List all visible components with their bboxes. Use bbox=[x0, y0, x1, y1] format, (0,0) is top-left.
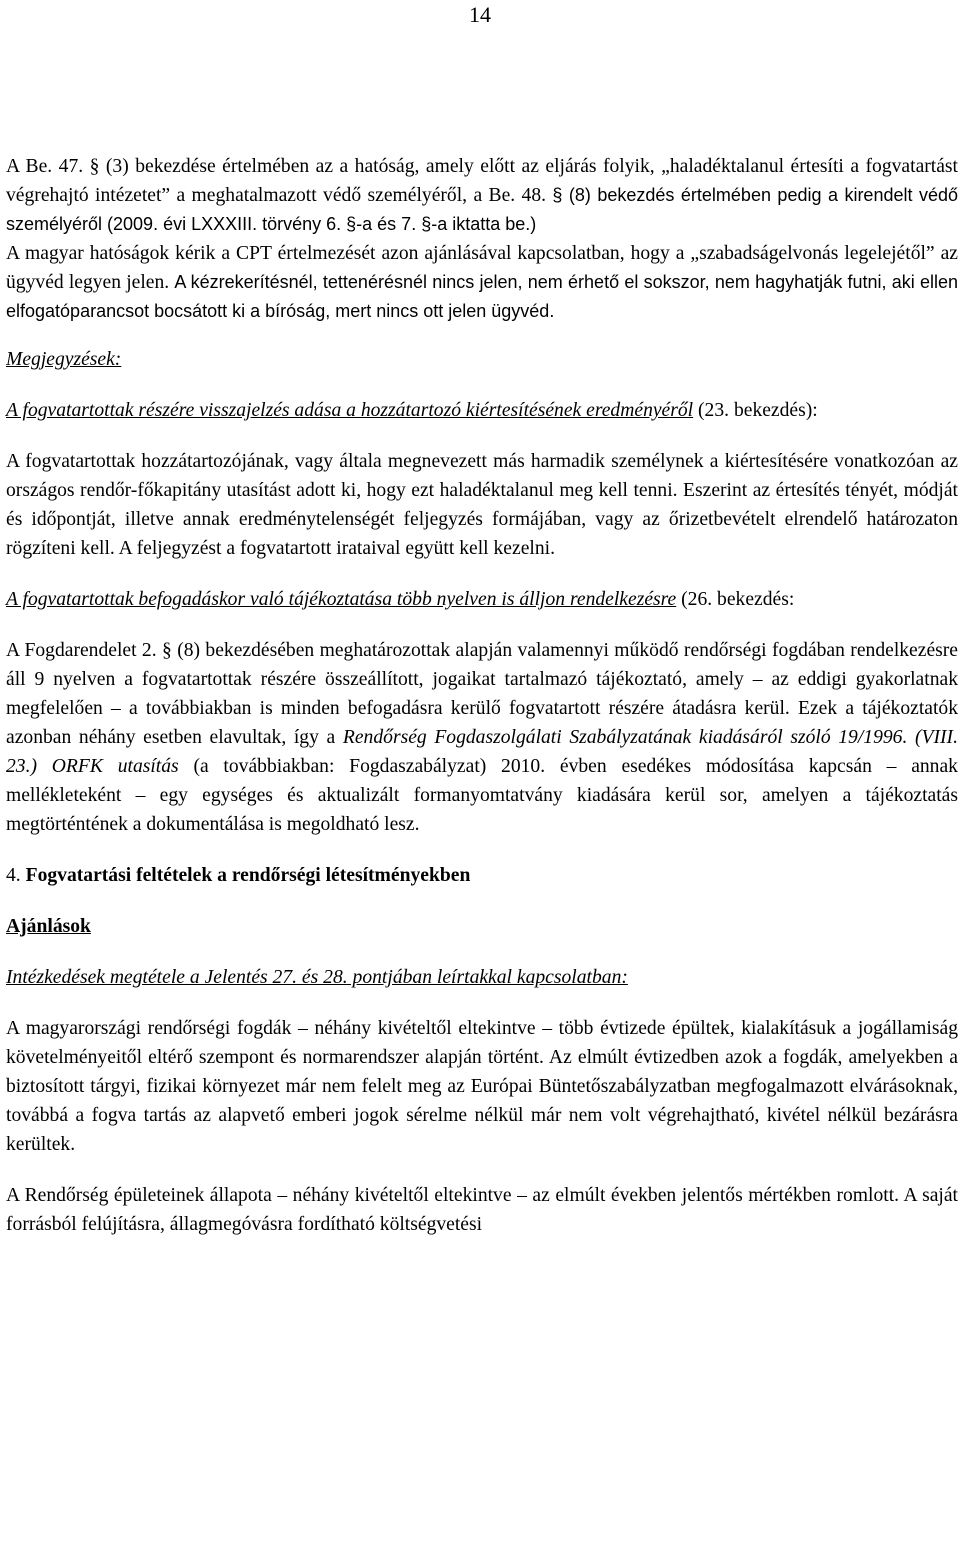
measures-heading-text: Intézkedések megtétele a Jelentés 27. és 28. pontjában leírtakkal kapcsolatban: bbox=[6, 967, 628, 988]
section-languages-ref: (26. bekezdés: bbox=[681, 589, 795, 610]
document-body bbox=[6, 152, 958, 1239]
section-languages-body bbox=[6, 636, 958, 839]
paragraph-police-buildings: A Rendőrség épületeinek állapota – néhány kivételtől eltekintve – az elmúlt években jelentős mértékben romlott. A saját forrásból felújításra, állagmegóvásra fordítható költségvetési bbox=[6, 1185, 958, 1235]
paragraph-police-jails: A magyarországi rendőrségi fogdák – néhány kivételtől eltekintve – több évtizede épültek, kialakításuk a jogállamiság követelményeitől eltérő szempont és normarendszer alapján történt. Az elmúlt évtizedben azok a fogdák, amelyekben a biztosított tárgyi, fizikai környezet már nem felelt meg az Európai Büntetőszabályzatban megfogalmazott elvárásoknak, továbbá a fogva tartás az alapvető emberi jogok sérelme nélkül már nem volt végrehajtható, kivétel nélkül bezárásra kerültek. bbox=[6, 1018, 958, 1155]
section-feedback-ref: (23. bekezdés): bbox=[698, 400, 818, 421]
section-4-number: 4. bbox=[6, 865, 21, 886]
paragraph-be-47-a: A Be. 47. § (3) bekezdése értelmében az a hatóság, amely előtt az eljárás folyik, „haladéktalanul értesíti a fogvatartást végrehajtó intézetet” a meghatalmazott védő személyéről, a Be. 48. bbox=[6, 156, 958, 206]
section-languages-body-a: A Fogdarendelet 2. § (8) bekezdésében meghatározottak alapján valamennyi működő rendőrségi fogdában rendelkezésre áll 9 nyelven a fogvatartottak részére összeállított, jogaikat tartalmazó tájékoztató, amely – az eddigi gyakorlatnak megfelelően – a továbbiakban is minden befogadásra kerülő fogvatartott részére átadásra kerül. Ezek a tájékoztatók azonban néhány esetben elavultak, így a bbox=[6, 640, 958, 748]
measures-heading bbox=[6, 963, 958, 992]
recommendations-heading-text: Ajánlások bbox=[6, 916, 91, 937]
page-number: 14 bbox=[469, 2, 491, 27]
paragraph-be-47 bbox=[6, 152, 958, 239]
paragraph-cpt-request bbox=[6, 239, 958, 326]
section-feedback-body bbox=[6, 447, 958, 563]
section-feedback-title: A fogvatartottak részére visszajelzés adása a hozzátartozó kiértesítésének eredményéről bbox=[6, 400, 694, 421]
section-feedback-heading bbox=[6, 396, 958, 425]
notes-heading-text: Megjegyzések: bbox=[6, 349, 122, 370]
section-languages-body-b: (a továbbiakban: Fogdaszabályzat) 2010. évben esedékes módosítása kapcsán – annak mellékleteként – egy egységes és aktualizált formanyomtatvány kiadására kerül sor, amelyen a tájékoztatás megtörténtének a dokumentálása is megoldható lesz. bbox=[6, 756, 958, 835]
paragraph-cpt-request-b: A kézrekerítésnél, tettenérésnél nincs jelen, nem érhető el sokszor, nem hagyhatják futni, aki ellen elfogatóparancsot bocsátott ki a bíróság, mert nincs ott jelen ügyvéd. bbox=[6, 272, 959, 321]
paragraph-cpt-request-a: A magyar hatóságok kérik a CPT értelmezését azon ajánlásával kapcsolatban, hogy a „szabadságelvonás legelejétől” az ügyvéd legyen jelen. bbox=[6, 243, 958, 293]
section-languages-heading bbox=[6, 585, 958, 614]
section-feedback-body-a: A fogvatartottak hozzátartozójának, vagy általa megnevezett más harmadik személynek a kiértesítésére vonatkozóan az országos rendőr-főkapitány utasítást adott ki, hogy ezt haladéktalanul meg kell tenni. bbox=[6, 451, 958, 501]
section-4-title: Fogvatartási feltételek a rendőrségi létesítményekben bbox=[25, 865, 471, 886]
section-languages-body-italic: Rendőrség Fogdaszolgálati Szabályzatának kiadásáról szóló 19/1996. (VIII. 23.) ORFK utasítás bbox=[6, 727, 958, 777]
paragraph-be-47-b: § (8) bekezdés értelmében pedig a kirendelt védő személyéről (2009. évi LXXXIII. törvény 6. §-a és 7. §-a iktatta be.) bbox=[6, 185, 958, 234]
notes-heading bbox=[6, 345, 958, 374]
section-languages-title: A fogvatartottak befogadáskor való tájékoztatása több nyelven is álljon rendelkezésre bbox=[6, 589, 677, 610]
section-4-heading bbox=[6, 861, 958, 890]
section-feedback-body-b: Eszerint az értesítés tényét, módját és időpontját, illetve annak eredménytelenségét feljegyzés formájában, vagy az őrizetbevételt elrendelő határozaton rögzíteni kell. A feljegyzést a fogvatartott irataival együtt kell kezelni. bbox=[6, 480, 958, 559]
recommendations-heading bbox=[6, 912, 958, 941]
